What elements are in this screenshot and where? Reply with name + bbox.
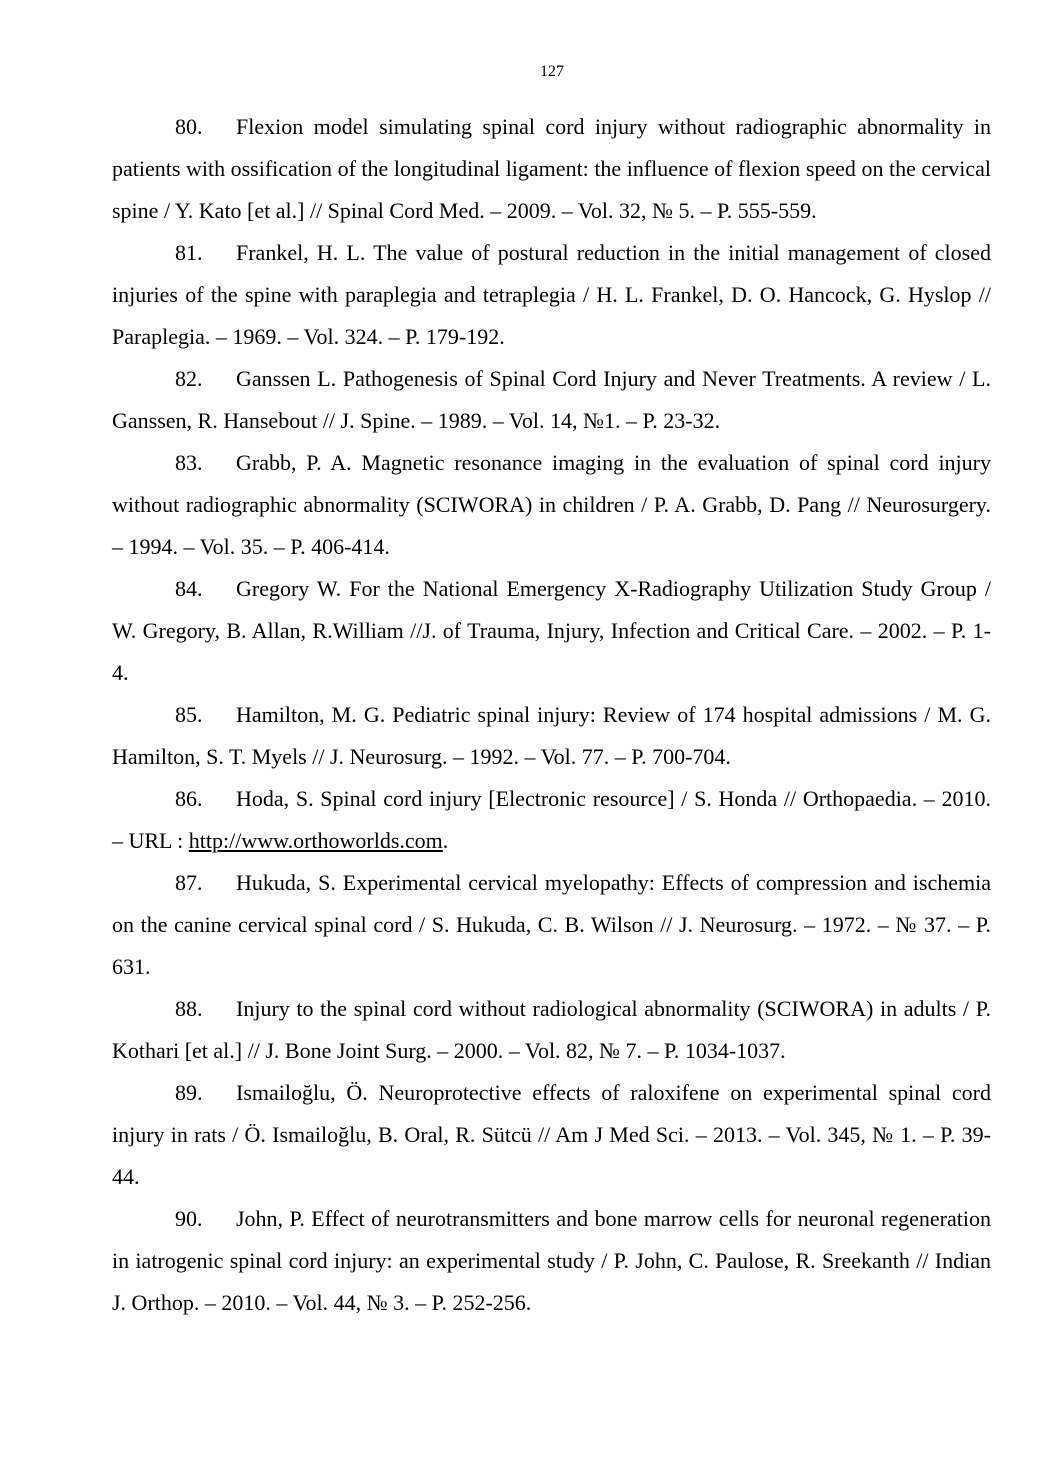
reference-item: [112, 1072, 991, 1198]
reference-number: 84.: [175, 576, 203, 601]
reference-text: Gregory W. For the National Emergency X-Radiography Utilization Study Group / W. Gregory, B. Allan, R.William //J. of Trauma, Injury, Infection and Critical Care. – 2002. – P. 1-4.: [112, 576, 991, 685]
reference-text: Hoda, S. Spinal cord injury [Electronic resource] / S. Honda // Orthopaedia. – 2010. – URL :: [112, 786, 991, 853]
reference-number: 80.: [175, 114, 203, 139]
reference-text-end: .: [442, 828, 449, 853]
reference-text: Injury to the spinal cord without radiological abnormality (SCIWORA) in adults / P. Kothari [et al.] // J. Bone Joint Surg. – 2000. – Vol. 82, № 7. – P. 1034-1037.: [112, 996, 991, 1063]
reference-item: [112, 778, 991, 862]
reference-number: 81.: [175, 240, 203, 265]
reference-url-link[interactable]: http://www.orthoworlds.com: [188, 828, 443, 853]
reference-item: [112, 442, 991, 568]
reference-text: Hukuda, S. Experimental cervical myelopathy: Effects of compression and ischemia on the canine cervical spinal cord / S. Hukuda, C. B. Wilson // J. Neurosurg. – 1972. – № 37. – P. 631.: [112, 870, 991, 979]
reference-item: [112, 988, 991, 1072]
reference-number: 85.: [175, 702, 203, 727]
reference-text: Hamilton, M. G. Pediatric spinal injury: Review of 174 hospital admissions / M. G. Hamilton, S. T. Myels // J. Neurosurg. – 1992. – Vol. 77. – P. 700-704.: [112, 702, 991, 769]
reference-text: Grabb, P. A. Magnetic resonance imaging in the evaluation of spinal cord injury without radiographic abnormality (SCIWORA) in children / P. A. Grabb, D. Pang // Neurosurgery. – 1994. – Vol. 35. – P. 406-414.: [112, 450, 991, 559]
reference-item: [112, 1198, 991, 1324]
reference-number: 89.: [175, 1080, 203, 1105]
reference-text: Flexion model simulating spinal cord injury without radiographic abnormality in patients with ossification of the longitudinal ligament: the influence of flexion speed on the cervical spine / Y. Kato [et al.] // Spinal Cord Med. – 2009. – Vol. 32, № 5. – P. 555-559.: [112, 114, 991, 223]
reference-text: John, P. Effect of neurotransmitters and bone marrow cells for neuronal regeneration in iatrogenic spinal cord injury: an experimental study / P. John, C. Paulose, R. Sreekanth // Indian J. Orthop. – 2010. – Vol. 44, № 3. – P. 252-256.: [112, 1206, 991, 1315]
reference-item: [112, 862, 991, 988]
reference-item: [112, 232, 991, 358]
reference-text: Ismailoğlu, Ö. Neuroprotective effects of raloxifene on experimental spinal cord injury in rats / Ö. Ismailoğlu, B. Oral, R. Sütcü // Am J Med Sci. – 2013. – Vol. 345, № 1. – P. 39-44.: [112, 1080, 991, 1189]
reference-text: Frankel, H. L. The value of postural reduction in the initial management of closed injuries of the spine with paraplegia and tetraplegia / H. L. Frankel, D. O. Hancock, G. Hyslop // Paraplegia. – 1969. – Vol. 324. – P. 179-192.: [112, 240, 991, 349]
reference-text: Ganssen L. Pathogenesis of Spinal Cord Injury and Never Treatments. A review / L. Ganssen, R. Hansebout // J. Spine. – 1989. – Vol. 14, №1. – P. 23-32.: [112, 366, 991, 433]
reference-number: 90.: [175, 1206, 203, 1231]
reference-list: [112, 106, 991, 1324]
reference-number: 86.: [175, 786, 203, 811]
reference-number: 82.: [175, 366, 203, 391]
page-number: 127: [540, 63, 564, 80]
reference-item: [112, 358, 991, 442]
reference-number: 88.: [175, 996, 203, 1021]
reference-item: [112, 106, 991, 232]
reference-number: 87.: [175, 870, 203, 895]
reference-number: 83.: [175, 450, 203, 475]
reference-item: [112, 568, 991, 694]
reference-item: [112, 694, 991, 778]
